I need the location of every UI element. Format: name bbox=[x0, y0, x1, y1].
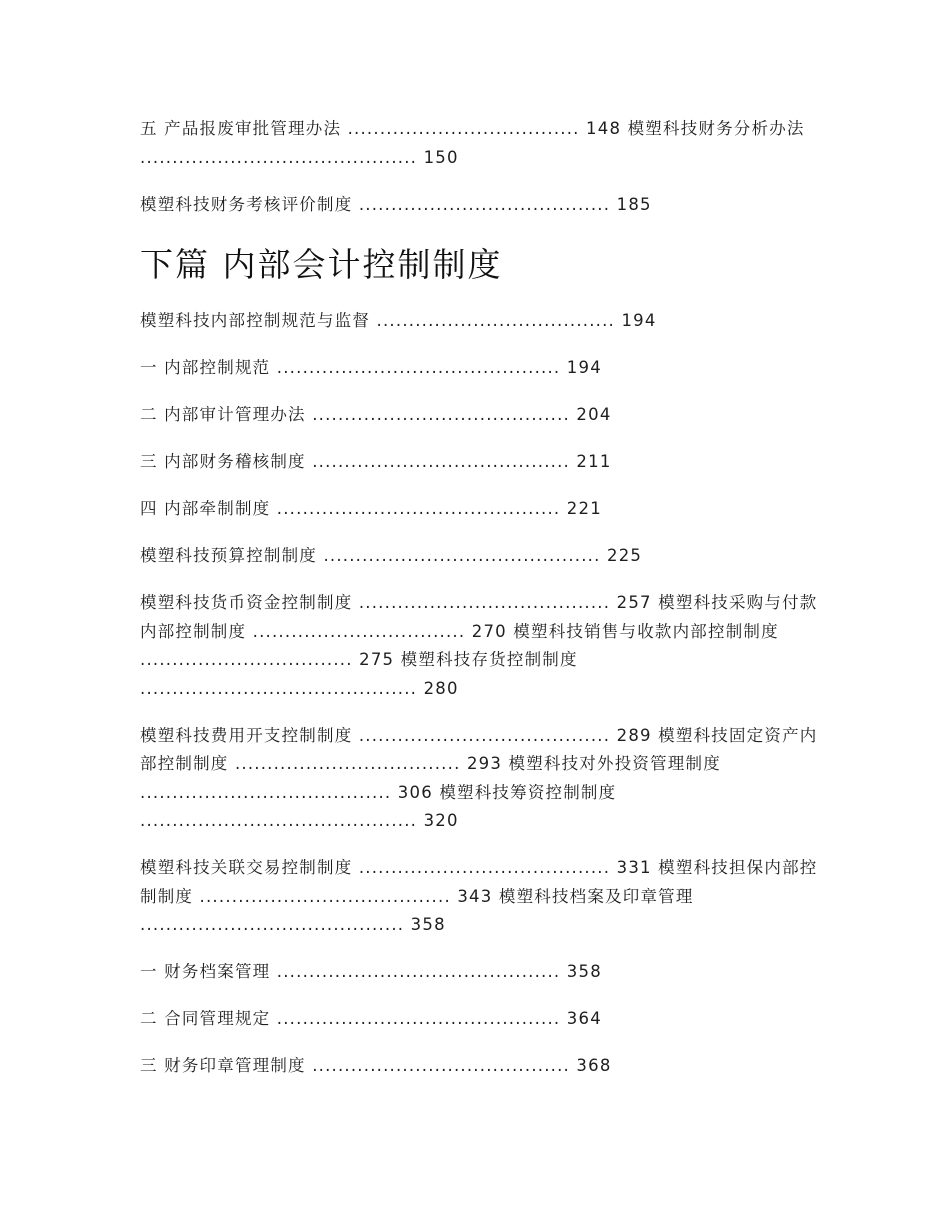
toc-entry: 四 内部牵制制度 ............................................ 221 bbox=[140, 499, 602, 518]
toc-entry: 模塑科技货币资金控制制度 ....................................... 257 模塑科技采购与付款内部控制制度 ................................. 270 模塑科技销售与收款内部控制制度 ................................. 275 模塑科技存货控制制度 ........................................... 280 bbox=[140, 593, 818, 698]
toc-entry: 模塑科技关联交易控制制度 ....................................... 331 模塑科技担保内部控制制度 ....................................... 343 模塑科技档案及印章管理 ......................................... 358 bbox=[140, 858, 818, 934]
toc-entry: 二 合同管理规定 ............................................ 364 bbox=[140, 1009, 602, 1028]
toc-entry: 模塑科技预算控制制度 ........................................... 225 bbox=[140, 546, 643, 565]
table-of-contents bbox=[140, 115, 820, 1099]
toc-entry: 一 内部控制规范 ............................................ 194 bbox=[140, 358, 602, 377]
toc-entry: 模塑科技费用开支控制制度 ....................................... 289 模塑科技固定资产内部控制制度 ................................... 293 模塑科技对外投资管理制度 ....................................... 306 模塑科技筹资控制制度 ........................................... 320 bbox=[140, 725, 818, 830]
toc-entry: 三 内部财务稽核制度 ........................................ 211 bbox=[140, 452, 612, 471]
toc-entry: 模塑科技财务考核评价制度 ....................................... 185 bbox=[140, 194, 652, 214]
toc-entry: 一 财务档案管理 ............................................ 358 bbox=[140, 962, 602, 981]
toc-entry: 二 内部审计管理办法 ........................................ 204 bbox=[140, 405, 612, 424]
toc-entry: 三 财务印章管理制度 ........................................ 368 bbox=[140, 1056, 612, 1075]
toc-entry: 模塑科技内部控制规范与监督 ..................................... 194 bbox=[140, 311, 657, 330]
section-heading: 下篇 内部会计控制制度 bbox=[140, 245, 503, 284]
toc-entry: 五 产品报废审批管理办法 .................................... 148 模塑科技财务分析办法 ........................................... 150 bbox=[140, 119, 805, 167]
